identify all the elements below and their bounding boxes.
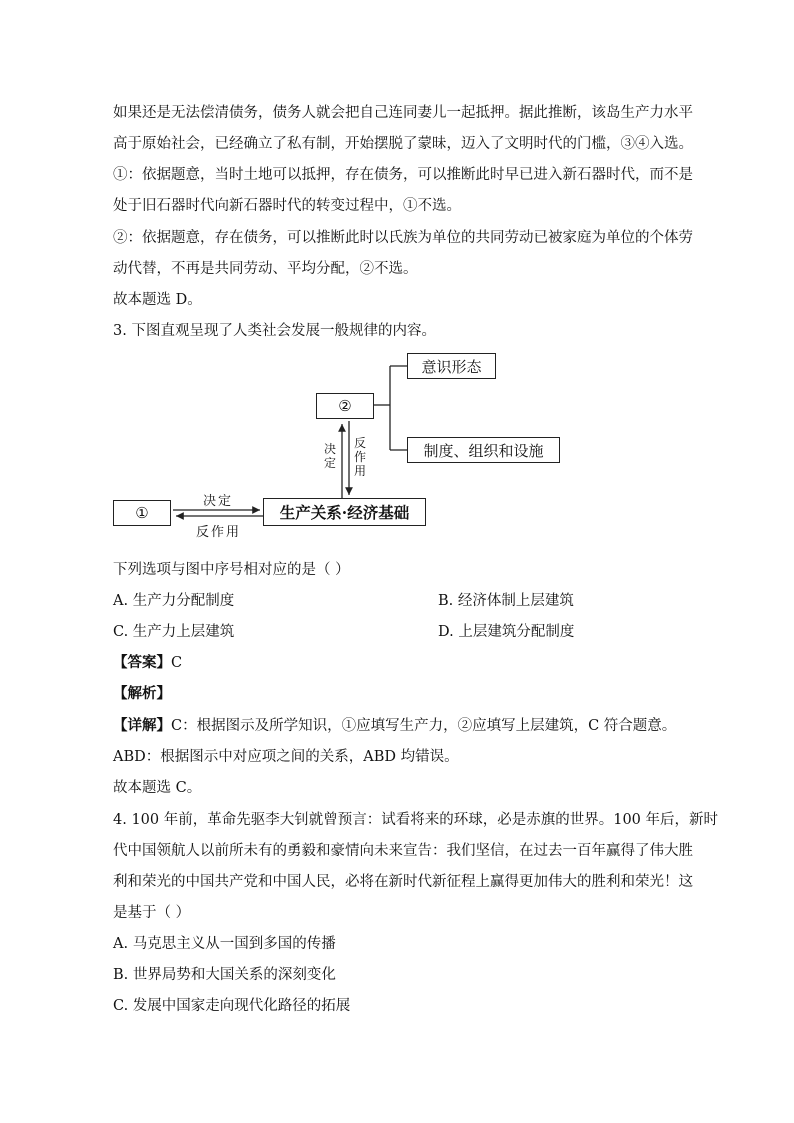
- option-c[interactable]: C. 发展中国家走向现代化路径的拓展: [113, 998, 351, 1014]
- social-structure-diagram: [0, 0, 794, 560]
- text-line: ②：依据题意，存在债务，可以推断此时以氏族为单位的共同劳动已被家庭为单位的个体劳: [113, 230, 693, 246]
- text-line: 处于旧石器时代向新石器时代的转变过程中，①不选。: [113, 198, 461, 214]
- decide-label-horizontal: 决定: [203, 494, 234, 509]
- decide-label-vertical: 决定: [323, 442, 336, 470]
- institutions-label: 制度、组织和设施: [423, 441, 544, 460]
- text-line: ①：依据题意，当时土地可以抵押，存在债务，可以推断此时早已进入新石器时代，而不是: [113, 167, 693, 183]
- question-3-stem: 3. 下图直观呈现了人类社会发展一般规律的内容。: [113, 323, 436, 339]
- question-3-prompt: 下列选项与图中序号相对应的是（ ）: [113, 562, 350, 578]
- question-4-stem: 4. 100 年前，革命先驱李大钊就曾预言：试看将来的环球，必是赤旗的世界。100 年后，新时: [113, 812, 719, 828]
- box-1: [113, 500, 171, 526]
- box-2: [316, 393, 374, 419]
- react-label-vertical: 反作用: [353, 436, 366, 478]
- conclusion-text: 故本题选 C。: [113, 780, 202, 796]
- option-b[interactable]: B. 世界局势和大国关系的深刻变化: [113, 967, 336, 983]
- detail-label: 【详解】: [113, 717, 171, 734]
- abd-explanation: ABD：根据图示中对应项之间的关系，ABD 均错误。: [113, 749, 459, 765]
- question-4-stem: 代中国领航人以前所未有的勇毅和豪情向未来宣告：我们坚信，在过去一百年赢得了伟大胜: [113, 843, 693, 859]
- option-a[interactable]: A. 生产力分配制度: [113, 593, 235, 609]
- text-line: 如果还是无法偿清债务，债务人就会把自己连同妻儿一起抵押。据此推断，该岛生产力水平: [113, 105, 693, 121]
- answer-label: 【答案】: [113, 654, 171, 671]
- answer-value: C: [171, 655, 183, 671]
- analysis-label: 【解析】: [113, 685, 171, 702]
- react-label-horizontal: 反作用: [196, 525, 242, 540]
- detail-text: C：根据图示及所学知识，①应填写生产力，②应填写上层建筑，C 符合题意。: [171, 718, 677, 734]
- question-4-stem: 是基于（ ）: [113, 905, 191, 921]
- box-1-label: ①: [135, 504, 149, 522]
- option-d[interactable]: D. 上层建筑分配制度: [438, 624, 575, 640]
- base-box: [263, 498, 426, 526]
- option-c[interactable]: C. 生产力上层建筑: [113, 624, 235, 640]
- institutions-box: [407, 437, 560, 463]
- box-2-label: ②: [338, 397, 352, 415]
- option-b[interactable]: B. 经济体制上层建筑: [438, 593, 574, 609]
- ideology-label: 意识形态: [421, 357, 482, 376]
- question-4-stem: 利和荣光的中国共产党和中国人民，必将在新时代新征程上赢得更加伟大的胜利和荣光！这: [113, 874, 693, 890]
- base-box-label: 生产关系·经济基础: [279, 503, 410, 522]
- text-line: 高于原始社会，已经确立了私有制，开始摆脱了蒙昧，迈入了文明时代的门槛，③④入选。: [113, 136, 693, 152]
- ideology-box: [407, 353, 496, 379]
- diagram-connectors: [0, 0, 794, 560]
- conclusion-text: 故本题选 D。: [113, 292, 202, 308]
- detail-line: [113, 716, 676, 736]
- text-line: 动代替，不再是共同劳动、平均分配，②不选。: [113, 261, 418, 277]
- option-a[interactable]: A. 马克思主义从一国到多国的传播: [113, 936, 336, 952]
- answer-line: [113, 653, 182, 673]
